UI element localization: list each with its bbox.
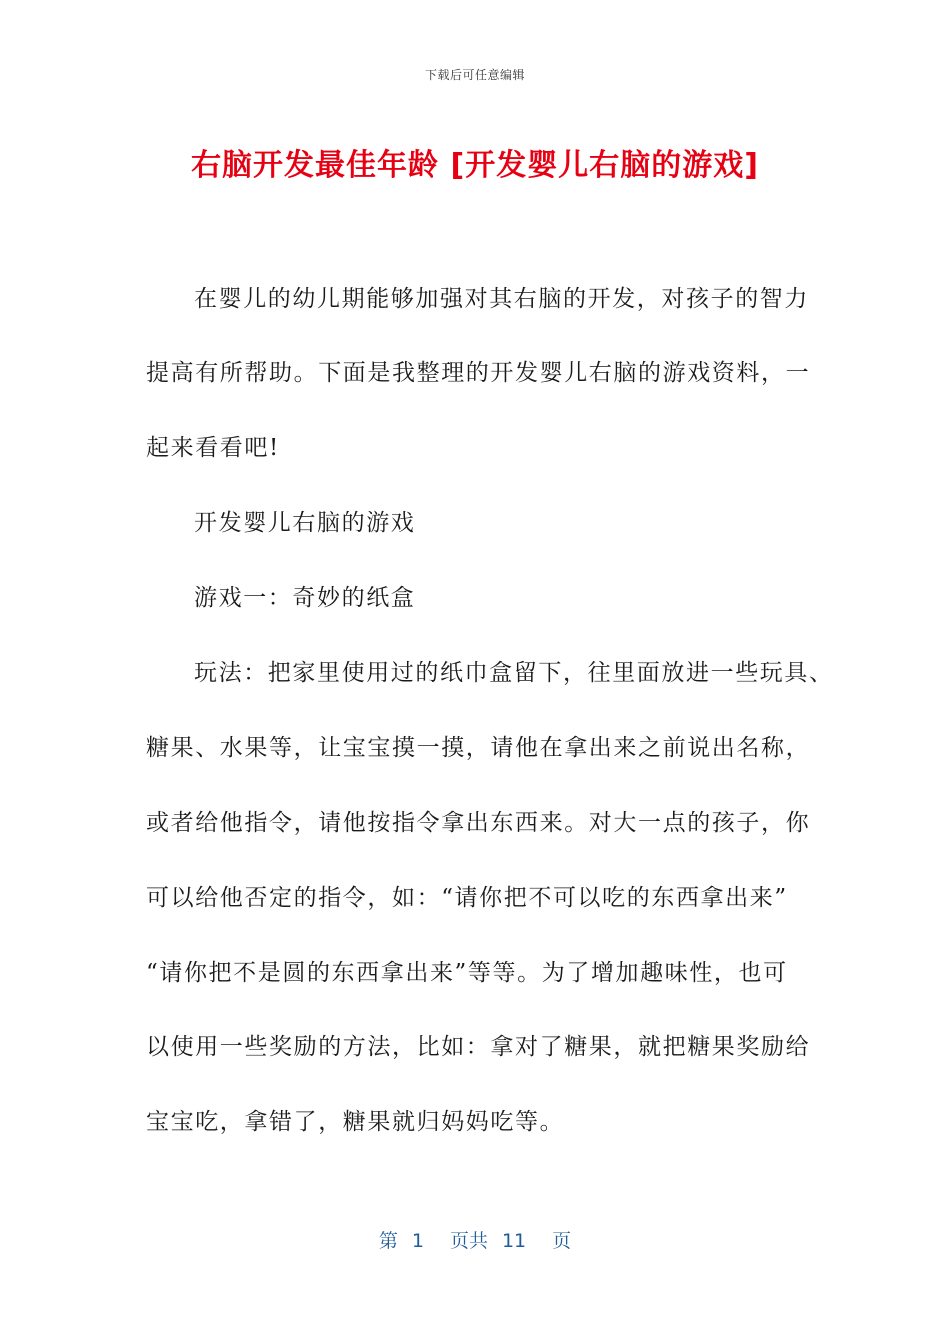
footer-suffix: 页 xyxy=(552,1230,572,1252)
footer-prefix: 第 xyxy=(378,1230,398,1252)
paragraph-line: 可以给他否定的指令，如：“请你把不可以吃的东西拿出来” xyxy=(146,885,788,911)
paragraph-line: 玩法：把家里使用过的纸巾盒留下，往里面放进一些玩具、 xyxy=(194,660,834,686)
footer-middle: 页共 xyxy=(449,1230,488,1252)
document-title: 右脑开发最佳年龄 [开发婴儿右脑的游戏] xyxy=(191,148,759,183)
section-heading: 开发婴儿右脑的游戏 xyxy=(194,510,416,536)
paragraph-line: 宝宝吃，拿错了，糖果就归妈妈吃等。 xyxy=(146,1109,565,1135)
page-footer xyxy=(0,1226,950,1253)
game-heading: 游戏一：奇妙的纸盒 xyxy=(194,585,416,611)
paragraph-line: 糖果、水果等，让宝宝摸一摸，请他在拿出来之前说出名称， xyxy=(146,735,811,761)
paragraph-line: “请你把不是圆的东西拿出来”等等。为了增加趣味性，也可 xyxy=(146,960,788,986)
paragraph-line: 以使用一些奖励的方法，比如：拿对了糖果，就把糖果奖励给 xyxy=(146,1034,811,1060)
paragraph-line: 提高有所帮助。下面是我整理的开发婴儿右脑的游戏资料，一 xyxy=(146,360,811,386)
paragraph-line: 起来看看吧! xyxy=(146,435,280,461)
footer-total-pages: 11 xyxy=(501,1230,527,1252)
paragraph-line: 在婴儿的幼儿期能够加强对其右脑的开发，对孩子的智力 xyxy=(194,286,809,312)
footer-current-page: 1 xyxy=(411,1230,424,1252)
page-header-note: 下载后可任意编辑 xyxy=(424,68,525,82)
paragraph-line: 或者给他指令，请他按指令拿出东西来。对大一点的孩子，你 xyxy=(146,810,811,836)
